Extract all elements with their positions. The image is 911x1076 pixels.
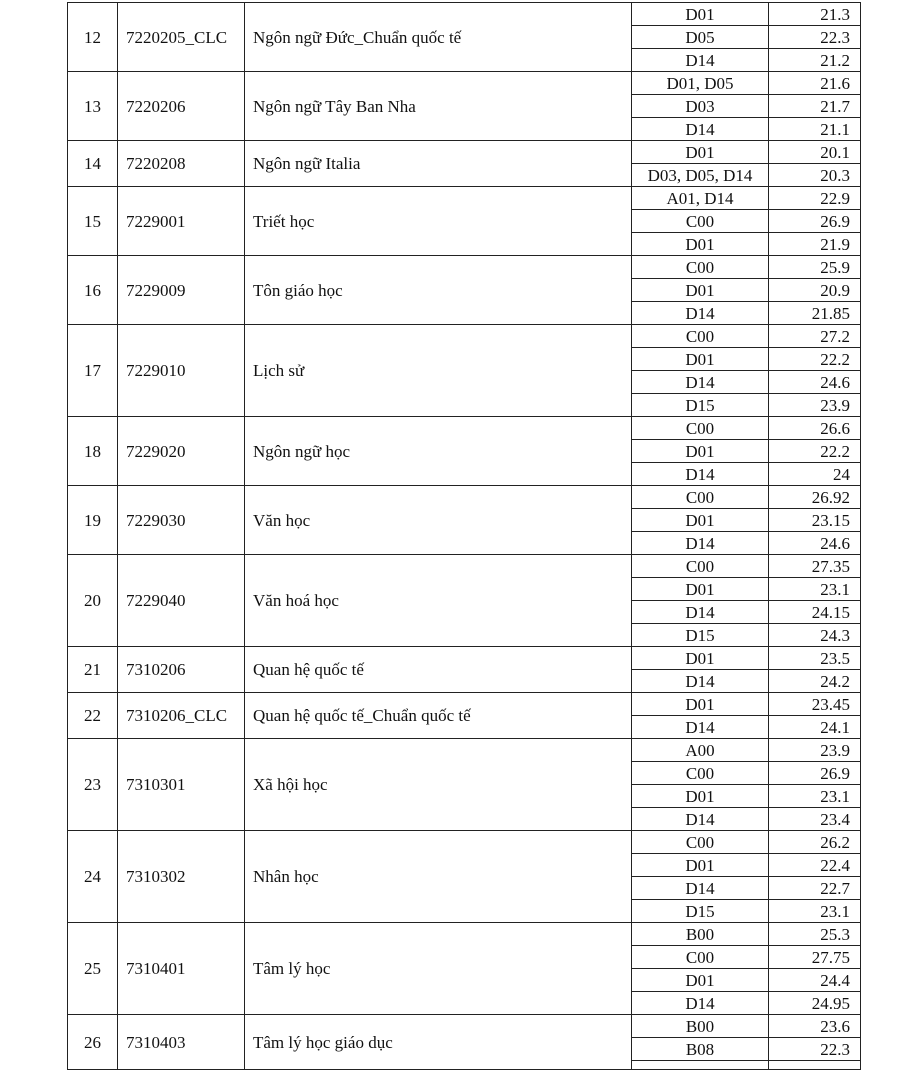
subject-combination: D01 [632, 233, 769, 256]
subject-combination: B00 [632, 923, 769, 946]
admission-scores-table [67, 2, 861, 1070]
subject-combination: C00 [632, 486, 769, 509]
cutoff-score: 27.35 [769, 555, 861, 578]
subject-combination: C00 [632, 325, 769, 348]
program-code: 7229009 [118, 256, 245, 325]
program-name: Ngôn ngữ học [245, 417, 632, 486]
cutoff-score: 21.7 [769, 95, 861, 118]
row-number: 26 [68, 1015, 118, 1070]
subject-combination: D01 [632, 785, 769, 808]
row-number: 15 [68, 187, 118, 256]
cutoff-score: 24.4 [769, 969, 861, 992]
cutoff-score [769, 1061, 861, 1070]
row-number: 19 [68, 486, 118, 555]
cutoff-score: 26.2 [769, 831, 861, 854]
subject-combination: D14 [632, 670, 769, 693]
subject-combination: D01 [632, 279, 769, 302]
cutoff-score: 21.6 [769, 72, 861, 95]
program-name: Lịch sử [245, 325, 632, 417]
cutoff-score: 21.2 [769, 49, 861, 72]
row-number: 12 [68, 3, 118, 72]
subject-combination: D14 [632, 601, 769, 624]
program-name: Văn hoá học [245, 555, 632, 647]
row-number: 25 [68, 923, 118, 1015]
subject-combination: C00 [632, 555, 769, 578]
row-number: 17 [68, 325, 118, 417]
program-code: 7220206 [118, 72, 245, 141]
program-name: Văn học [245, 486, 632, 555]
cutoff-score: 26.9 [769, 210, 861, 233]
cutoff-score: 23.15 [769, 509, 861, 532]
program-code: 7229020 [118, 417, 245, 486]
subject-combination: D01 [632, 854, 769, 877]
table-row [68, 831, 861, 854]
row-number: 13 [68, 72, 118, 141]
subject-combination: D05 [632, 26, 769, 49]
row-number: 24 [68, 831, 118, 923]
program-code: 7229040 [118, 555, 245, 647]
cutoff-score: 22.3 [769, 1038, 861, 1061]
table-row [68, 72, 861, 95]
cutoff-score: 22.2 [769, 348, 861, 371]
cutoff-score: 23.1 [769, 900, 861, 923]
row-number: 18 [68, 417, 118, 486]
program-name: Quan hệ quốc tế_Chuẩn quốc tế [245, 693, 632, 739]
cutoff-score: 23.9 [769, 394, 861, 417]
program-name: Tâm lý học [245, 923, 632, 1015]
subject-combination: D01 [632, 509, 769, 532]
cutoff-score: 25.3 [769, 923, 861, 946]
program-code: 7220205_CLC [118, 3, 245, 72]
cutoff-score: 24.6 [769, 532, 861, 555]
cutoff-score: 23.1 [769, 785, 861, 808]
subject-combination: D01 [632, 693, 769, 716]
subject-combination: D01 [632, 578, 769, 601]
cutoff-score: 23.4 [769, 808, 861, 831]
cutoff-score: 20.1 [769, 141, 861, 164]
program-name: Xã hội học [245, 739, 632, 831]
subject-combination: D14 [632, 49, 769, 72]
cutoff-score: 27.75 [769, 946, 861, 969]
subject-combination: D01 [632, 969, 769, 992]
cutoff-score: 23.1 [769, 578, 861, 601]
cutoff-score: 20.9 [769, 279, 861, 302]
subject-combination: D01 [632, 141, 769, 164]
cutoff-score: 22.9 [769, 187, 861, 210]
row-number: 14 [68, 141, 118, 187]
program-name: Tôn giáo học [245, 256, 632, 325]
table-row [68, 141, 861, 164]
subject-combination: D01 [632, 647, 769, 670]
subject-combination: C00 [632, 256, 769, 279]
subject-combination: B08 [632, 1038, 769, 1061]
cutoff-score: 26.92 [769, 486, 861, 509]
cutoff-score: 27.2 [769, 325, 861, 348]
program-name: Ngôn ngữ Italia [245, 141, 632, 187]
table-row [68, 693, 861, 716]
program-name: Ngôn ngữ Tây Ban Nha [245, 72, 632, 141]
cutoff-score: 22.2 [769, 440, 861, 463]
program-code: 7310403 [118, 1015, 245, 1070]
cutoff-score: 24 [769, 463, 861, 486]
subject-combination: C00 [632, 210, 769, 233]
cutoff-score: 24.6 [769, 371, 861, 394]
table-row [68, 647, 861, 670]
program-code: 7310206 [118, 647, 245, 693]
program-code: 7229001 [118, 187, 245, 256]
program-code: 7229010 [118, 325, 245, 417]
subject-combination: B00 [632, 1015, 769, 1038]
subject-combination: A00 [632, 739, 769, 762]
cutoff-score: 24.2 [769, 670, 861, 693]
cutoff-score: 26.9 [769, 762, 861, 785]
subject-combination: A01, D14 [632, 187, 769, 210]
cutoff-score: 23.9 [769, 739, 861, 762]
row-number: 16 [68, 256, 118, 325]
table-row [68, 1015, 861, 1038]
table-row [68, 923, 861, 946]
subject-combination: D01 [632, 348, 769, 371]
cutoff-score: 21.3 [769, 3, 861, 26]
cutoff-score: 21.1 [769, 118, 861, 141]
cutoff-score: 22.3 [769, 26, 861, 49]
subject-combination: D14 [632, 302, 769, 325]
program-name: Nhân học [245, 831, 632, 923]
subject-combination: D14 [632, 532, 769, 555]
subject-combination: D01 [632, 440, 769, 463]
table-row [68, 417, 861, 440]
cutoff-score: 24.1 [769, 716, 861, 739]
program-code: 7310302 [118, 831, 245, 923]
program-code: 7220208 [118, 141, 245, 187]
subject-combination: D14 [632, 992, 769, 1015]
subject-combination: C00 [632, 946, 769, 969]
cutoff-score: 22.7 [769, 877, 861, 900]
table-row [68, 486, 861, 509]
subject-combination: C00 [632, 762, 769, 785]
cutoff-score: 20.3 [769, 164, 861, 187]
row-number: 22 [68, 693, 118, 739]
subject-combination: D14 [632, 877, 769, 900]
cutoff-score: 21.9 [769, 233, 861, 256]
cutoff-score: 24.95 [769, 992, 861, 1015]
program-name: Ngôn ngữ Đức_Chuẩn quốc tế [245, 3, 632, 72]
row-number: 23 [68, 739, 118, 831]
subject-combination: D03 [632, 95, 769, 118]
subject-combination: C00 [632, 417, 769, 440]
table-body [68, 3, 861, 1070]
program-name: Tâm lý học giáo dục [245, 1015, 632, 1070]
subject-combination: D14 [632, 463, 769, 486]
table-row [68, 3, 861, 26]
table-row [68, 739, 861, 762]
cutoff-score: 25.9 [769, 256, 861, 279]
subject-combination [632, 1061, 769, 1070]
cutoff-score: 22.4 [769, 854, 861, 877]
table-row [68, 187, 861, 210]
subject-combination: C00 [632, 831, 769, 854]
subject-combination: D14 [632, 118, 769, 141]
cutoff-score: 23.5 [769, 647, 861, 670]
table-row [68, 256, 861, 279]
program-name: Triết học [245, 187, 632, 256]
subject-combination: D14 [632, 371, 769, 394]
cutoff-score: 23.45 [769, 693, 861, 716]
subject-combination: D14 [632, 808, 769, 831]
row-number: 21 [68, 647, 118, 693]
table-row [68, 555, 861, 578]
subject-combination: D01, D05 [632, 72, 769, 95]
cutoff-score: 24.15 [769, 601, 861, 624]
subject-combination: D15 [632, 394, 769, 417]
cutoff-score: 23.6 [769, 1015, 861, 1038]
program-code: 7310301 [118, 739, 245, 831]
program-code: 7310401 [118, 923, 245, 1015]
subject-combination: D15 [632, 624, 769, 647]
subject-combination: D14 [632, 716, 769, 739]
program-code: 7229030 [118, 486, 245, 555]
cutoff-score: 21.85 [769, 302, 861, 325]
program-name: Quan hệ quốc tế [245, 647, 632, 693]
program-code: 7310206_CLC [118, 693, 245, 739]
subject-combination: D01 [632, 3, 769, 26]
subject-combination: D03, D05, D14 [632, 164, 769, 187]
cutoff-score: 26.6 [769, 417, 861, 440]
table-row [68, 325, 861, 348]
subject-combination: D15 [632, 900, 769, 923]
cutoff-score: 24.3 [769, 624, 861, 647]
row-number: 20 [68, 555, 118, 647]
